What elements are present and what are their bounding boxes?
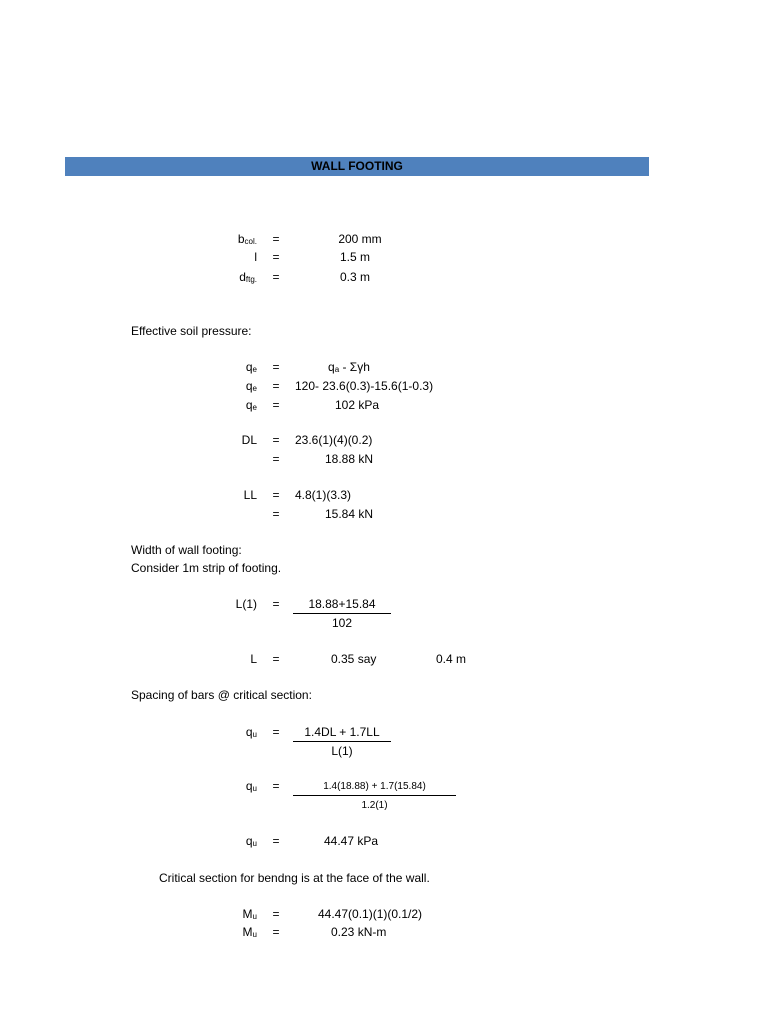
fraction-bar <box>293 795 456 796</box>
mu-label: Mu <box>242 907 257 921</box>
qe-label: qe <box>245 360 257 374</box>
equals-sign: = <box>272 379 280 393</box>
input-label-bcol: bcol. <box>237 232 257 246</box>
qu-numerator: 1.4DL + 1.7LL <box>304 725 380 739</box>
qu-label: qu <box>245 779 257 793</box>
qu-numerator-values: 1.4(18.88) + 1.7(15.84) <box>323 781 426 792</box>
qu-denominator: L(1) <box>331 744 353 758</box>
L-value: 0.35 say <box>331 652 377 666</box>
l1-numerator: 18.88+15.84 <box>308 597 376 611</box>
l1-denominator: 102 <box>331 616 353 630</box>
section-heading-width: Width of wall footing: <box>131 543 242 557</box>
input-value-dftg: 0.3 m <box>339 270 370 284</box>
section-heading-effective: Effective soil pressure: <box>131 324 252 338</box>
input-value-bcol: 200 mm <box>338 232 382 246</box>
qu-label: qu <box>245 725 257 739</box>
qu-result: 44.47 kPa <box>324 834 379 848</box>
equals-sign: = <box>272 250 280 264</box>
mu-result: 0.23 kN-m <box>331 925 387 939</box>
equals-sign: = <box>272 452 280 466</box>
equals-sign: = <box>272 925 280 939</box>
ll-label: LL <box>243 488 257 502</box>
equals-sign: = <box>272 597 280 611</box>
equals-sign: = <box>272 232 280 246</box>
qe-formula: qa - Σγh <box>328 360 370 374</box>
equals-sign: = <box>272 270 280 284</box>
input-label-dftg: dftg. <box>239 270 257 284</box>
ll-result: 15.84 kN <box>325 507 374 521</box>
section-heading-critical: Critical section for bendng is at the face of the wall. <box>159 871 430 885</box>
dl-result: 18.88 kN <box>325 452 374 466</box>
equals-sign: = <box>272 652 280 666</box>
equals-sign: = <box>272 360 280 374</box>
title-banner: WALL FOOTING <box>65 157 649 176</box>
L-adopted: 0.4 m <box>436 652 467 666</box>
ll-expression: 4.8(1)(3.3) <box>295 488 352 502</box>
equals-sign: = <box>272 834 280 848</box>
equals-sign: = <box>272 907 280 921</box>
mu-label: Mu <box>242 925 257 939</box>
equals-sign: = <box>272 433 280 447</box>
equals-sign: = <box>272 488 280 502</box>
qe-substitution: 120- 23.6(0.3)-15.6(1-0.3) <box>295 379 434 393</box>
dl-label: DL <box>241 433 257 447</box>
qu-label: qu <box>245 834 257 848</box>
section-heading-spacing: Spacing of bars @ critical section: <box>131 688 312 702</box>
l1-label: L(1) <box>235 597 257 611</box>
qe-label: qe <box>245 379 257 393</box>
section-note-strip: Consider 1m strip of footing. <box>131 561 282 575</box>
fraction-bar <box>293 613 391 614</box>
dl-expression: 23.6(1)(4)(0.2) <box>295 433 373 447</box>
qe-label: qe <box>245 398 257 412</box>
equals-sign: = <box>272 398 280 412</box>
qe-result: 102 kPa <box>335 398 380 412</box>
input-value-l: 1.5 m <box>339 250 370 264</box>
input-label-l: l <box>254 250 257 264</box>
fraction-bar <box>293 741 391 742</box>
equals-sign: = <box>272 507 280 521</box>
equals-sign: = <box>272 725 280 739</box>
L-label: L <box>250 652 257 666</box>
equals-sign: = <box>272 779 280 793</box>
mu-expression: 44.47(0.1)(1)(0.1/2) <box>318 907 423 921</box>
qu-denominator-values: 1.2(1) <box>361 800 388 811</box>
